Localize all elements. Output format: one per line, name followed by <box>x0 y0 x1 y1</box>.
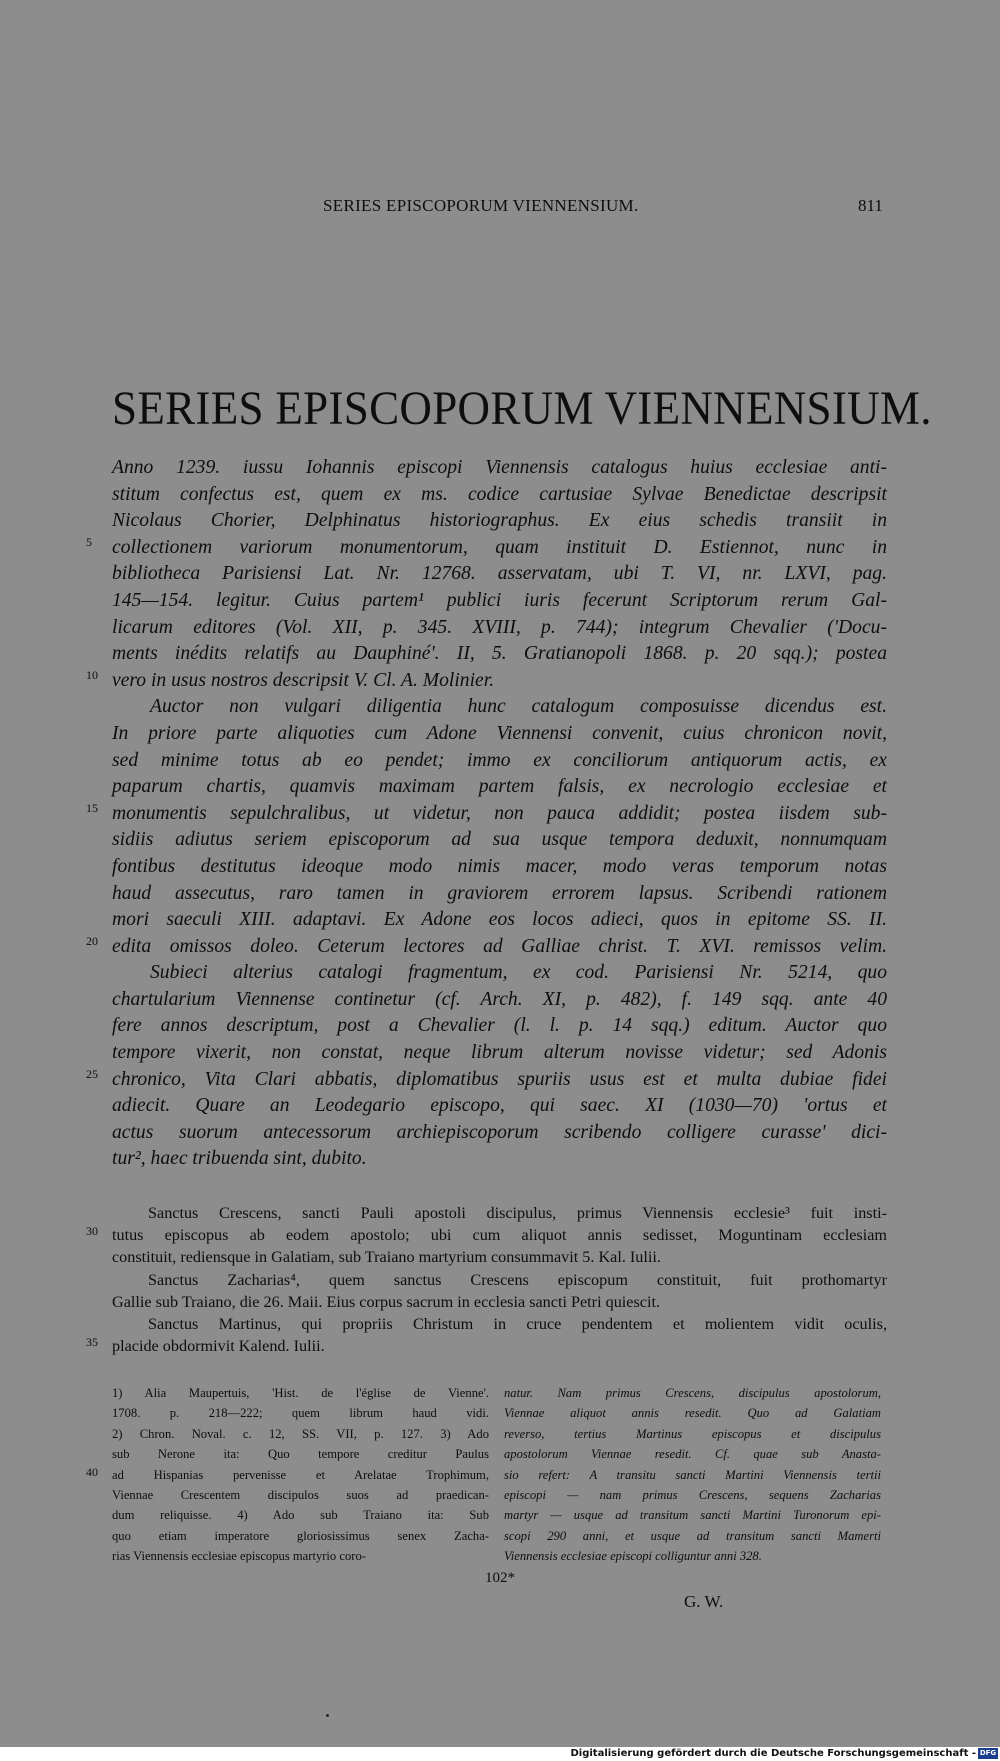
body-line: placide obdormivit Kalend. Iulii. <box>112 1337 325 1356</box>
footnote-line: natur. Nam primus Crescens, discipulus apostolorum, <box>504 1386 881 1400</box>
footnote-line: sub Nerone ita: Quo tempore creditur Paulus <box>112 1447 489 1462</box>
intro-line: stitum confectus est, quem ex ms. codice cartusiae Sylvae Benedictae descripsit <box>112 483 887 505</box>
footnote-line: Viennae aliquot annis resedit. Quo ad Galatiam <box>504 1406 881 1421</box>
footnote-line: sio refert: A transitu sancti Martini Viennensis tertii <box>504 1467 881 1482</box>
footnote-line: Viennensis ecclesiae episcopi colliguntur anni 328. <box>504 1549 762 1564</box>
intro-line: Subieci alterius catalogi fragmentum, ex cod. Parisiensi Nr. 5214, quo <box>150 962 887 984</box>
body-line: constituit, rediensque in Galatiam, sub Traiano martyrium consummavit 5. Kal. Iulii. <box>112 1248 661 1267</box>
line-number: 20 <box>86 934 98 948</box>
intro-line: tur², haec tribuenda sint, dubito. <box>112 1148 367 1170</box>
footnote-line: 1708. p. 218—222; quem librum haud vidi. <box>112 1406 489 1421</box>
intro-line: vero in usus nostros descripsit V. Cl. A. Molinier. <box>112 669 495 691</box>
intro-line: paparum chartis, quamvis maximam partem falsis, ex necrologio ecclesiae et <box>112 776 887 798</box>
intro-line: chronico, Vita Clari abbatis, diplomatibus spuriis usus est et multa dubiae fidei <box>112 1068 887 1090</box>
intro-line: licarum editores (Vol. XII, p. 345. XVIII, p. 744); integrum Chevalier ('Docu- <box>112 616 887 638</box>
line-number: 35 <box>86 1335 98 1349</box>
body-line: Sanctus Crescens, sancti Pauli apostoli discipulus, primus Viennensis ecclesie³ fuit insti- <box>148 1204 887 1222</box>
page-number: 811 <box>858 196 883 215</box>
page-title: SERIES EPISCOPORUM VIENNENSIUM. <box>112 381 932 435</box>
line-number: 10 <box>86 668 98 682</box>
dfg-logo: DFG <box>979 1749 997 1757</box>
footnotes-right-column <box>504 1383 881 1567</box>
intro-line: actus suorum antecessorum archiepiscoporum scribendo colligere curasse' dici- <box>112 1121 887 1143</box>
intro-line: tempore vixerit, non constat, neque librum alterum novisse videtur; sed Adonis <box>112 1042 887 1064</box>
running-title: SERIES EPISCOPORUM VIENNENSIUM. <box>323 196 639 215</box>
intro-line: Anno 1239. iussu Iohannis episcopi Viennensis catalogus huius ecclesiae anti- <box>112 457 887 478</box>
line-number: 40 <box>86 1465 98 1479</box>
intro-line: edita omissos doleo. Ceterum lectores ad Galliae christ. T. XVI. remissos velim. <box>112 935 887 957</box>
footnote-line: 2) Chron. Noval. c. 12, SS. VII, p. 127. 3) Ado <box>112 1426 489 1441</box>
body-line: tutus episcopus ab eodem apostolo; ubi cum aliquot annis sedisset, Moguntinam ecclesiam <box>112 1226 887 1245</box>
author-signature: G. W. <box>684 1592 724 1611</box>
line-number: 30 <box>86 1224 98 1238</box>
footnote-line: scopi 290 anni, et usque ad transitum sancti Mamerti <box>504 1528 881 1543</box>
intro-line: bibliotheca Parisiensi Lat. Nr. 12768. asservatam, ubi T. VI, nr. LXVI, pag. <box>112 563 887 585</box>
running-head <box>0 196 1000 220</box>
intro-line: mori saeculi XIII. adaptavi. Ex Adone eos locos adieci, quos in epitome SS. II. <box>112 909 887 931</box>
line-number: 25 <box>86 1067 98 1081</box>
intro-line: Auctor non vulgari diligentia hunc catalogum composuisse dicendus est. <box>150 696 887 718</box>
intro-line: sed minime totus ab eo pendet; immo ex conciliorum antiquorum actis, ex <box>112 749 887 771</box>
footnote-line: apostolorum Viennae resedit. Cf. quae sub Anasta- <box>504 1447 881 1462</box>
intro-line: chartularium Viennense continetur (cf. Arch. XI, p. 482), f. 149 sqq. ante 40 <box>112 988 887 1010</box>
intro-line: fontibus destitutus ideoque modo nimis macer, modo veras temporum notas <box>112 855 887 877</box>
intro-line: sidiis adiutus seriem episcoporum ad sua usque tempora deduxit, nonnumquam <box>112 829 887 851</box>
body-line: Gallie sub Traiano, die 26. Maii. Eius corpus sacrum in ecclesia sancti Petri quiescit. <box>112 1292 661 1311</box>
body-line: Sanctus Zacharias⁴, quem sanctus Crescens episcopum constituit, fuit prothomartyr <box>148 1270 887 1289</box>
intro-line: collectionem variorum monumentorum, quam instituit D. Estiennot, nunc in <box>112 536 887 558</box>
funding-notice: Digitalisierung gefördert durch die Deutsche Forschungsgemeinschaft - <box>570 1748 976 1759</box>
footnote-line: rias Viennensis ecclesiae episcopus martyrio coro- <box>112 1549 366 1564</box>
intro-line: monumentis sepulchralibus, ut videtur, non pauca addidit; postea iisdem sub- <box>112 802 887 824</box>
footnote-line: dum reliquisse. 4) Ado sub Traiano ita: Sub <box>112 1508 489 1523</box>
footnote-line: ad Hispanias pervenisse et Arelatae Trophimum, <box>112 1467 489 1482</box>
footnote-line: reverso, tertius Martinus episcopus et discipulus <box>504 1426 881 1441</box>
intro-line: haud assecutus, raro tamen in graviorem errorem lapsus. Scribendi rationem <box>112 882 887 904</box>
intro-line: Nicolaus Chorier, Delphinatus historiographus. Ex eius schedis transiit in <box>112 510 887 532</box>
intro-line: In priore parte aliquoties cum Adone Viennensi convenit, cuius chronicon novit, <box>112 722 887 744</box>
introduction-text <box>86 455 887 1173</box>
footnote-line: quo etiam imperatore gloriosissimus senex Zacha- <box>112 1528 489 1543</box>
catalog-text <box>86 1202 887 1357</box>
footnote-line: martyr — usque ad transitum sancti Martini Turonorum epi- <box>504 1508 881 1523</box>
intro-line: ments inédits relatifs au Dauphiné'. II, 5. Gratianopoli 1868. p. 20 sqq.); postea <box>112 643 887 665</box>
line-number: 15 <box>86 801 98 815</box>
speck-mark <box>326 1714 329 1717</box>
signature-mark: 102* <box>485 1570 515 1586</box>
line-number: 5 <box>86 535 92 549</box>
footnote-line: 1) Alia Maupertuis, 'Hist. de l'église de Vienne'. <box>112 1386 489 1400</box>
footnote-line: Viennae Crescentem discipulos suos ad praedican- <box>112 1487 489 1502</box>
intro-line: adiecit. Quare an Leodegario episcopo, qui saec. XI (1030—70) 'ortus et <box>112 1095 887 1117</box>
footnotes-left-column <box>86 1383 489 1567</box>
footnote-line: episcopi — nam primus Crescens, sequens Zacharias <box>504 1487 881 1502</box>
footer-bar <box>0 1747 1000 1761</box>
intro-line: 145—154. legitur. Cuius partem¹ publici iuris fecerunt Scriptorum rerum Gal- <box>112 589 887 611</box>
body-line: Sanctus Martinus, qui propriis Christum in cruce pendentem et molientem vidit oculis, <box>148 1314 887 1333</box>
intro-line: fere annos descriptum, post a Chevalier (l. l. p. 14 sqq.) editum. Auctor quo <box>112 1015 887 1037</box>
